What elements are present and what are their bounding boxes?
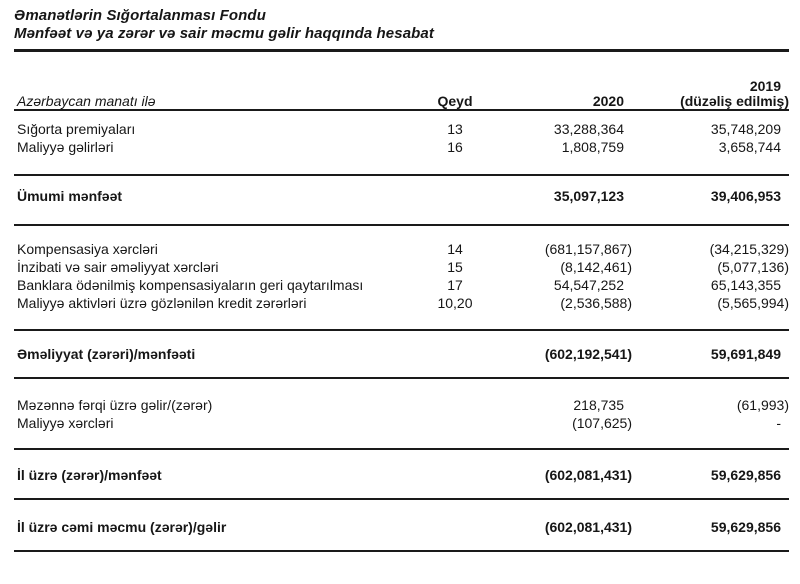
row-finance-costs	[14, 414, 789, 432]
value-2020: 33,288,364	[553, 121, 624, 137]
value-2020: 1,808,759	[561, 139, 624, 155]
value-2020: (681,157,867)	[544, 241, 632, 257]
row-label: İnzibati və sair əməliyyat xərcləri	[17, 259, 219, 275]
note-cell: 10,20	[437, 295, 473, 311]
note-cell: 16	[447, 139, 463, 155]
row-label: Kompensasiya xərcləri	[17, 241, 158, 257]
section-revenue	[14, 111, 789, 176]
value-2019: -	[776, 415, 781, 431]
row-label: İl üzrə cəmi məcmu (zərər)/gəlir	[17, 519, 227, 535]
row-label: Əməliyyat (zərəri)/mənfəəti	[17, 346, 196, 362]
value-2020: (602,081,431)	[544, 467, 632, 483]
document-subtitle: Mənfəət və ya zərər və sair məcmu gəlir haqqında hesabat	[14, 25, 434, 42]
note-cell	[420, 518, 490, 536]
note-cell	[420, 345, 490, 363]
row-compensation-expenses	[14, 240, 789, 258]
value-2019: 3,658,744	[718, 139, 781, 155]
row-gross-profit	[14, 187, 789, 205]
note-cell	[420, 187, 490, 205]
header-row-2	[14, 94, 789, 109]
row-label: Banklara ödənilmiş kompensasiyaların geri qaytarılması	[17, 277, 364, 293]
note-cell	[420, 466, 490, 484]
row-label: İl üzrə (zərər)/mənfəət	[17, 467, 162, 483]
note-cell: 17	[447, 277, 463, 293]
row-fx-gain-loss	[14, 396, 789, 414]
row-label: Məzənnə fərqi üzrə gəlir/(zərər)	[17, 397, 213, 413]
row-label: Maliyyə xərcləri	[17, 415, 114, 431]
note-cell	[420, 396, 490, 414]
row-label: Maliyyə gəlirləri	[17, 139, 114, 155]
document-header	[14, 0, 789, 52]
value-2019: 65,143,355	[710, 277, 781, 293]
value-2019: 59,691,849	[710, 346, 781, 362]
value-2020: 218,735	[573, 397, 624, 413]
row-operating-result	[14, 345, 789, 363]
value-2020: (602,192,541)	[544, 346, 632, 362]
row-admin-expenses	[14, 258, 789, 276]
value-2019: (5,077,136)	[717, 259, 789, 275]
row-expected-credit-losses	[14, 294, 789, 312]
row-finance-income	[14, 138, 789, 156]
section-finance-items	[14, 379, 789, 450]
row-label: Sığorta premiyaları	[17, 121, 136, 137]
value-2019: (5,565,994)	[717, 295, 789, 311]
row-compensation-recovery	[14, 276, 789, 294]
col-header-2019-year: 2019	[749, 78, 781, 94]
note-cell: 14	[447, 241, 463, 257]
row-year-result	[14, 466, 789, 484]
value-2020: 35,097,123	[553, 188, 624, 204]
col-header-currency: Azərbaycan manatı ilə	[17, 93, 156, 109]
section-gross-profit	[14, 176, 789, 226]
income-statement-table	[14, 52, 789, 552]
value-2019: 59,629,856	[710, 467, 781, 483]
header-row-1	[14, 79, 789, 94]
section-expenses	[14, 226, 789, 331]
section-operating-result	[14, 331, 789, 379]
table-column-headers	[14, 52, 789, 111]
row-label: Ümumi mənfəət	[17, 188, 123, 204]
col-header-note: Qeyd	[437, 93, 473, 109]
value-2020: (107,625)	[572, 415, 632, 431]
note-cell: 15	[447, 259, 463, 275]
row-insurance-premiums	[14, 120, 789, 138]
col-header-2019-restated: (düzəliş edilmiş)	[680, 93, 789, 109]
value-2020: 54,547,252	[553, 277, 624, 293]
value-2020: (602,081,431)	[544, 519, 632, 535]
value-2019: 35,748,209	[710, 121, 781, 137]
value-2020: (2,536,588)	[560, 295, 632, 311]
row-total-comprehensive	[14, 518, 789, 536]
value-2019: (61,993)	[736, 397, 789, 413]
section-year-result	[14, 450, 789, 500]
section-total-comprehensive	[14, 500, 789, 552]
note-cell	[420, 414, 490, 432]
document-title: Əmanətlərin Sığortalanması Fondu	[14, 7, 266, 24]
value-2019: 39,406,953	[710, 188, 781, 204]
value-2019: 59,629,856	[710, 519, 781, 535]
note-cell: 13	[447, 121, 463, 137]
value-2020: (8,142,461)	[560, 259, 632, 275]
value-2019: (34,215,329)	[709, 241, 789, 257]
row-label: Maliyyə aktivləri üzrə gözlənilən kredit zərərləri	[17, 295, 307, 311]
col-header-2020: 2020	[592, 93, 624, 109]
